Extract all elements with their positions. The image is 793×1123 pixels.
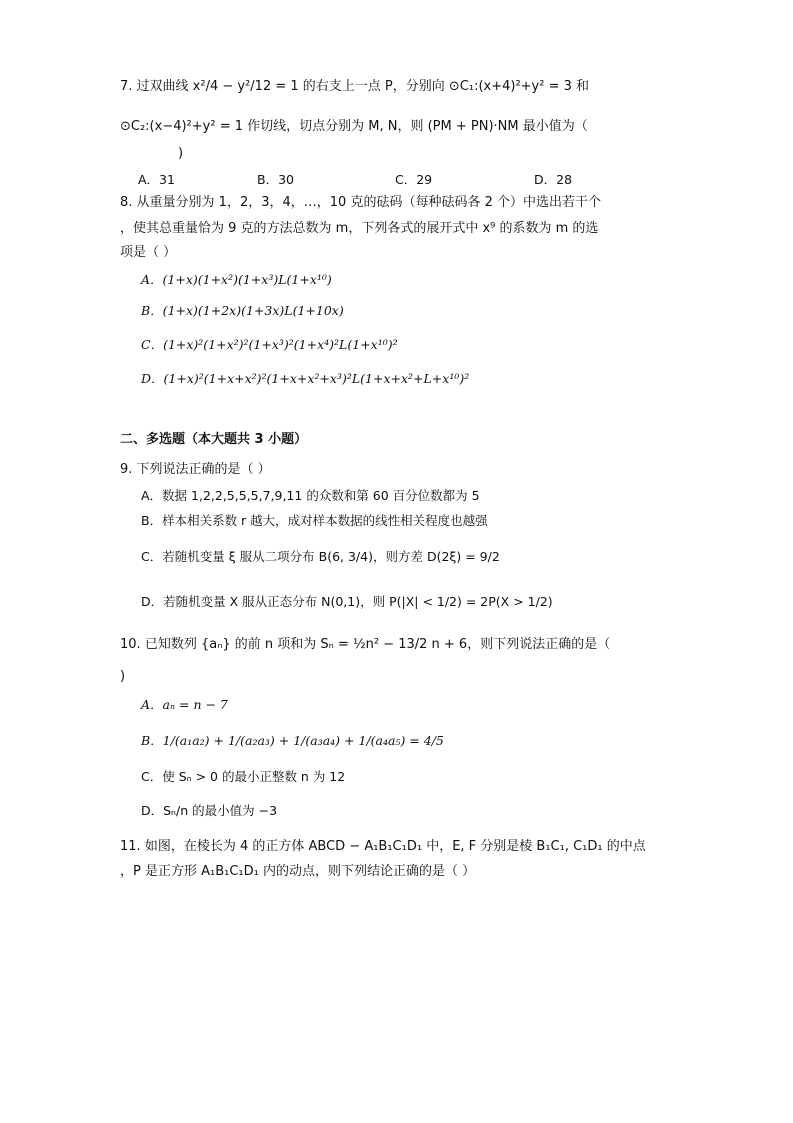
option-a: A．(1+x)(1+x²)(1+x³)L(1+x¹⁰) <box>141 272 332 287</box>
question-text: 如图，在棱长为 4 的正方体 ABCD − A₁B₁C₁D₁ 中，E, F 分别是棱 B₁C₁, C₁D₁ 的中点 <box>144 839 646 854</box>
option-d: D．Sₙ/n 的最小值为 −3 <box>141 803 278 818</box>
question-9-line-1 <box>120 461 271 479</box>
question-text: 过双曲线 x²/4 − y²/12 = 1 的右支上一点 P，分别向 ⊙C₁:(x+4)²+y² = 3 和 <box>136 79 590 94</box>
question-11-line-1 <box>120 838 646 856</box>
section-heading: 二、多选题（本大题共 3 小题） <box>120 432 308 447</box>
question-8-line-1 <box>120 194 601 212</box>
question-text: 从重量分别为 1，2，3，4，…，10 克的砝码（每种砝码各 2 个）中选出若干个 <box>136 195 601 210</box>
question-7-line-1 <box>120 78 589 96</box>
option-d: D．若随机变量 X 服从正态分布 N(0,1)，则 P(|X| < 1/2) = 2P(X > 1/2) <box>141 594 553 609</box>
question-number: 9. <box>120 462 133 477</box>
option-b: B．样本相关系数 r 越大，成对样本数据的线性相关程度也越强 <box>141 513 488 528</box>
question-number: 7. <box>120 79 133 94</box>
question-number: 10. <box>120 637 141 652</box>
question-number: 8. <box>120 195 133 210</box>
question-number: 11. <box>120 839 141 854</box>
question-10-line-2: ) <box>120 669 126 684</box>
question-7-line-3: ) <box>178 146 184 161</box>
option-c: C．(1+x)²(1+x²)²(1+x³)²(1+x⁴)²L(1+x¹⁰)² <box>141 337 398 352</box>
question-8-line-3: 项是（ ） <box>120 245 177 260</box>
option-a: A．31 <box>138 172 175 187</box>
question-11-line-2: ，P 是正方形 A₁B₁C₁D₁ 内的动点，则下列结论正确的是（ ） <box>120 864 476 879</box>
question-text: 下列说法正确的是（ ） <box>136 462 271 477</box>
option-b: B．30 <box>257 172 294 187</box>
option-c: C．若随机变量 ξ 服从二项分布 B(6, 3/4)，则方差 D(2ξ) = 9/2 <box>141 549 500 564</box>
question-10-line-1 <box>120 636 610 654</box>
option-b: B．(1+x)(1+2x)(1+3x)L(1+10x) <box>141 303 344 318</box>
option-b: B．1/(a₁a₂) + 1/(a₂a₃) + 1/(a₃a₄) + 1/(a₄a₅) = 4/5 <box>141 733 444 748</box>
question-text: 已知数列 {aₙ} 的前 n 项和为 Sₙ = ½n² − 13/2 n + 6，则下列说法正确的是（ <box>144 637 611 652</box>
option-c: C．29 <box>395 172 433 187</box>
option-d: D．28 <box>534 172 573 187</box>
option-a: A．aₙ = n − 7 <box>141 697 228 712</box>
question-8-line-2: ，使其总重量恰为 9 克的方法总数为 m，下列各式的展开式中 x⁹ 的系数为 m 的选 <box>120 221 599 236</box>
option-a: A．数据 1,2,2,5,5,5,7,9,11 的众数和第 60 百分位数都为 5 <box>141 488 480 503</box>
option-d: D．(1+x)²(1+x+x²)²(1+x+x²+x³)²L(1+x+x²+L+x¹⁰)² <box>141 371 470 386</box>
question-7-line-2: ⊙C₂:(x−4)²+y² = 1 作切线，切点分别为 M, N，则 (PM + PN)·NM 最小值为（ <box>120 119 588 134</box>
option-c: C．使 Sₙ > 0 的最小正整数 n 为 12 <box>141 769 346 784</box>
